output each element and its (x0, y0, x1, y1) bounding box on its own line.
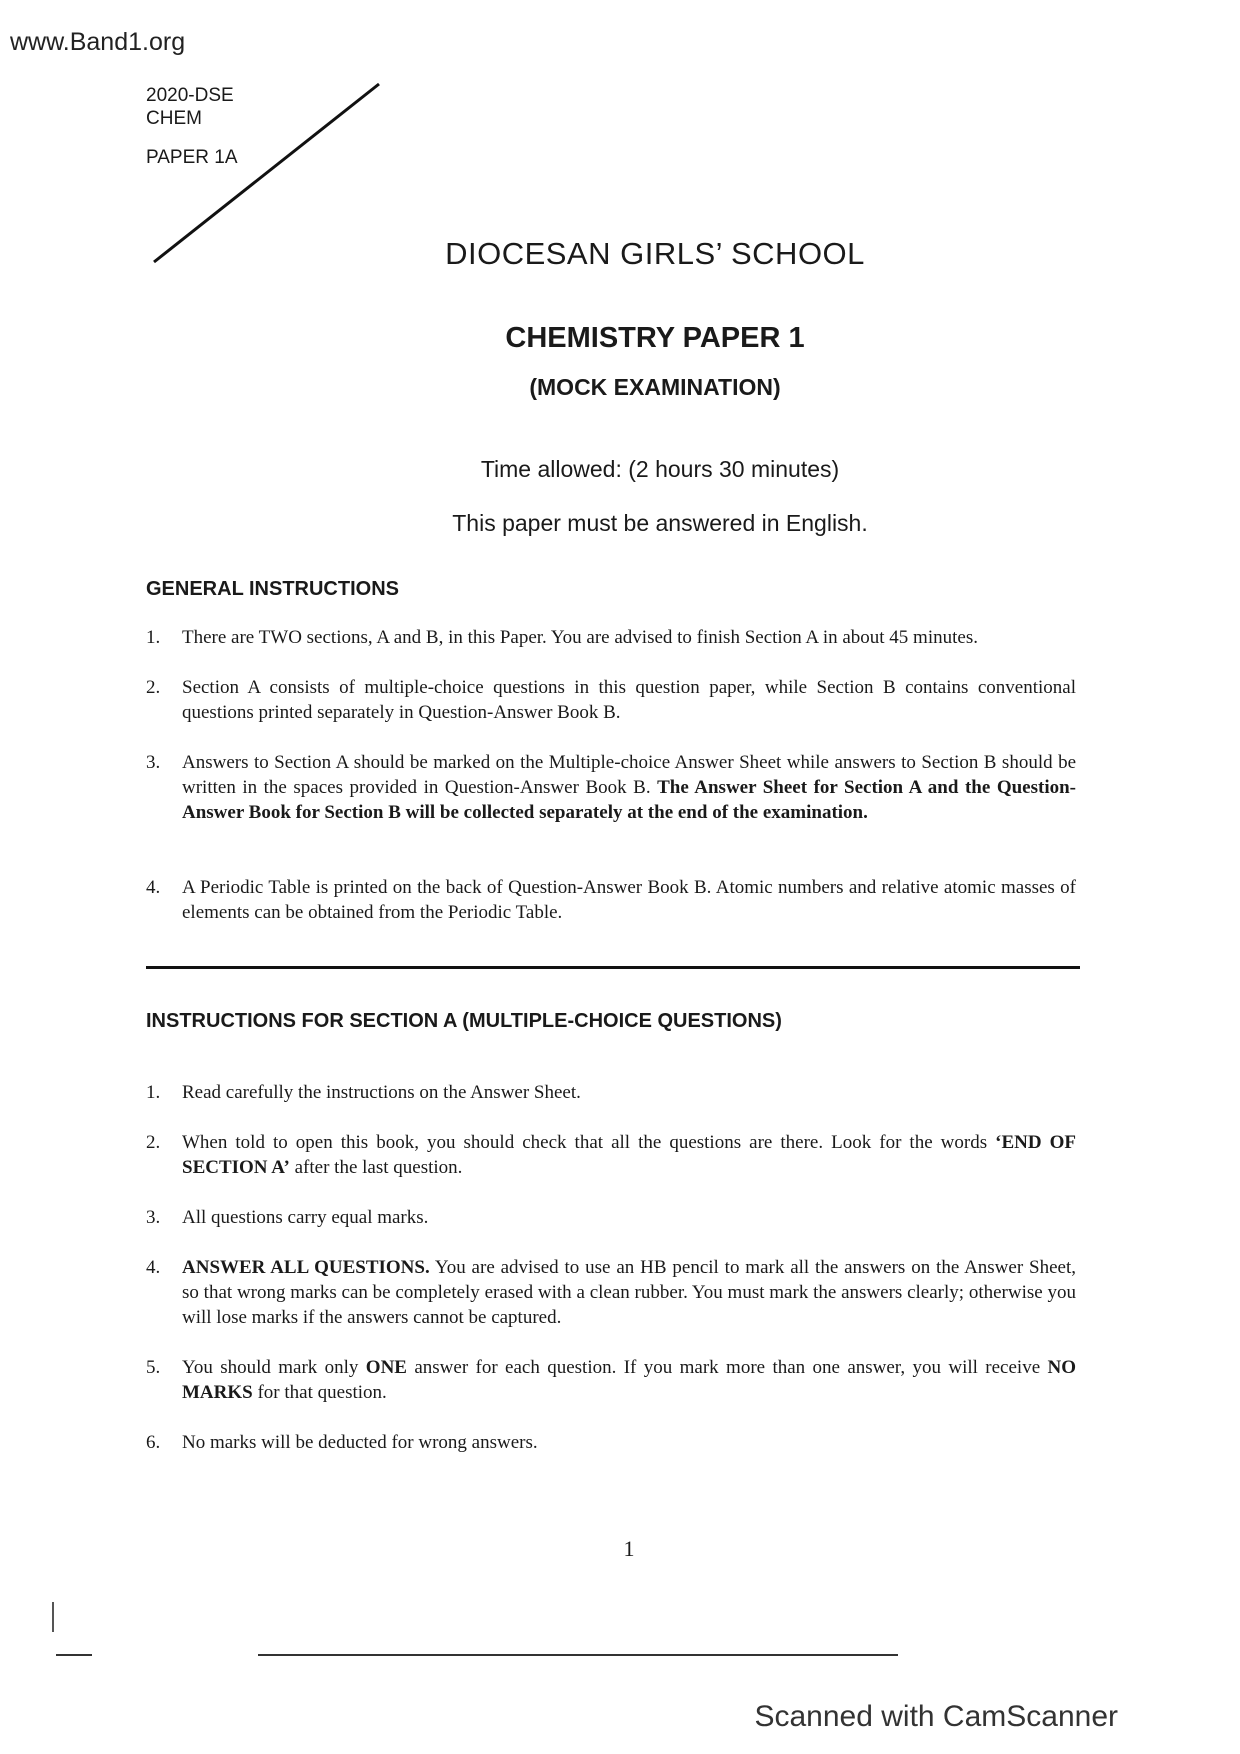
item-number: 3. (146, 752, 161, 773)
item-number: 4. (146, 1257, 161, 1278)
general-instructions-heading: GENERAL INSTRUCTIONS (146, 578, 399, 600)
item-text-bold: ANSWER ALL QUESTIONS. (182, 1257, 430, 1278)
section-a-item (146, 1130, 1076, 1180)
item-text-bold: NO MARKS (182, 1357, 1077, 1403)
camscanner-label: Scanned with CamScanner (754, 1700, 1118, 1733)
item-text-plain: You are advised to use an HB pencil to mark all the answers on the Answer Sheet, so that wrong marks can be completely erased with a clean rubber. You must mark the answers clearly; otherwise you will lose marks if the answers cannot be captured. (182, 1257, 1076, 1328)
item-text: All questions carry equal marks. (182, 1207, 429, 1228)
item-text: A Periodic Table is printed on the back of Question-Answer Book B. Atomic numbers and relative atomic masses of elements can be obtained from the Periodic Table. (182, 877, 1076, 923)
scan-edge-mark (52, 1602, 54, 1632)
item-text-plain: When told to open this book, you should check that all the questions are there. Look for the words (182, 1132, 996, 1153)
section-a-item (146, 1355, 1076, 1405)
scan-edge-line (56, 1654, 92, 1656)
general-instruction-item (146, 625, 1076, 650)
item-text: Section A consists of multiple-choice questions in this question paper, while Section B contains conventional questions printed separately in Question-Answer Book B. (182, 677, 1076, 723)
item-number: 2. (146, 677, 161, 698)
time-allowed: Time allowed: (2 hours 30 minutes) (480, 456, 840, 482)
page-number: 1 (623, 1536, 635, 1561)
item-number: 5. (146, 1357, 161, 1378)
paper-subtitle: (MOCK EXAMINATION) (529, 374, 781, 400)
paper-subject: CHEM (146, 108, 202, 129)
item-text (182, 1130, 1076, 1180)
item-text (182, 750, 1076, 825)
item-text (182, 1355, 1076, 1405)
scan-edge-line (258, 1654, 898, 1656)
item-text-plain: Answers to Section A should be marked on the Multiple-choice Answer Sheet while answers to Section B should be written in the spaces provided in Question-Answer Book B. (182, 752, 1076, 798)
item-text-bold: The Answer Sheet for Section A and the Question-Answer Book for Section B will be collected separately at the end of the examination. (182, 777, 1076, 823)
item-text: Read carefully the instructions on the Answer Sheet. (182, 1082, 581, 1103)
section-a-heading: INSTRUCTIONS FOR SECTION A (MULTIPLE-CHOICE QUESTIONS) (146, 1010, 782, 1032)
paper-title: CHEMISTRY PAPER 1 (505, 322, 805, 354)
paper-number: PAPER 1A (146, 147, 238, 168)
general-instruction-item (146, 750, 1076, 825)
section-divider (146, 966, 1080, 969)
item-number: 4. (146, 877, 161, 898)
school-name: DIOCESAN GIRLS’ SCHOOL (445, 236, 865, 271)
item-text-plain: You should mark only (182, 1357, 366, 1378)
section-a-item (146, 1080, 1076, 1105)
item-text: There are TWO sections, A and B, in this Paper. You are advised to finish Section A in about 45 minutes. (182, 627, 978, 648)
item-text: No marks will be deducted for wrong answers. (182, 1432, 538, 1453)
paper-year: 2020-DSE (146, 85, 234, 106)
section-a-item (146, 1205, 1076, 1230)
watermark-url: www.Band1.org (10, 28, 186, 56)
section-a-item (146, 1255, 1076, 1330)
item-text-plain: answer for each question. If you mark more than one answer, you will receive (406, 1357, 1048, 1378)
item-text (182, 1255, 1076, 1330)
item-text-plain: for that question. (252, 1382, 387, 1403)
section-a-item (146, 1430, 1076, 1455)
item-number: 6. (146, 1432, 161, 1453)
general-instruction-item (146, 875, 1076, 925)
item-number: 2. (146, 1132, 161, 1153)
general-instruction-item (146, 675, 1076, 725)
language-note: This paper must be answered in English. (452, 510, 868, 536)
item-text-bold: ONE (365, 1357, 407, 1378)
item-number: 1. (146, 627, 161, 648)
item-text-bold: ‘END OF SECTION A’ (182, 1132, 1076, 1178)
item-number: 3. (146, 1207, 161, 1228)
item-text-plain: after the last question. (289, 1157, 463, 1178)
item-number: 1. (146, 1082, 161, 1103)
